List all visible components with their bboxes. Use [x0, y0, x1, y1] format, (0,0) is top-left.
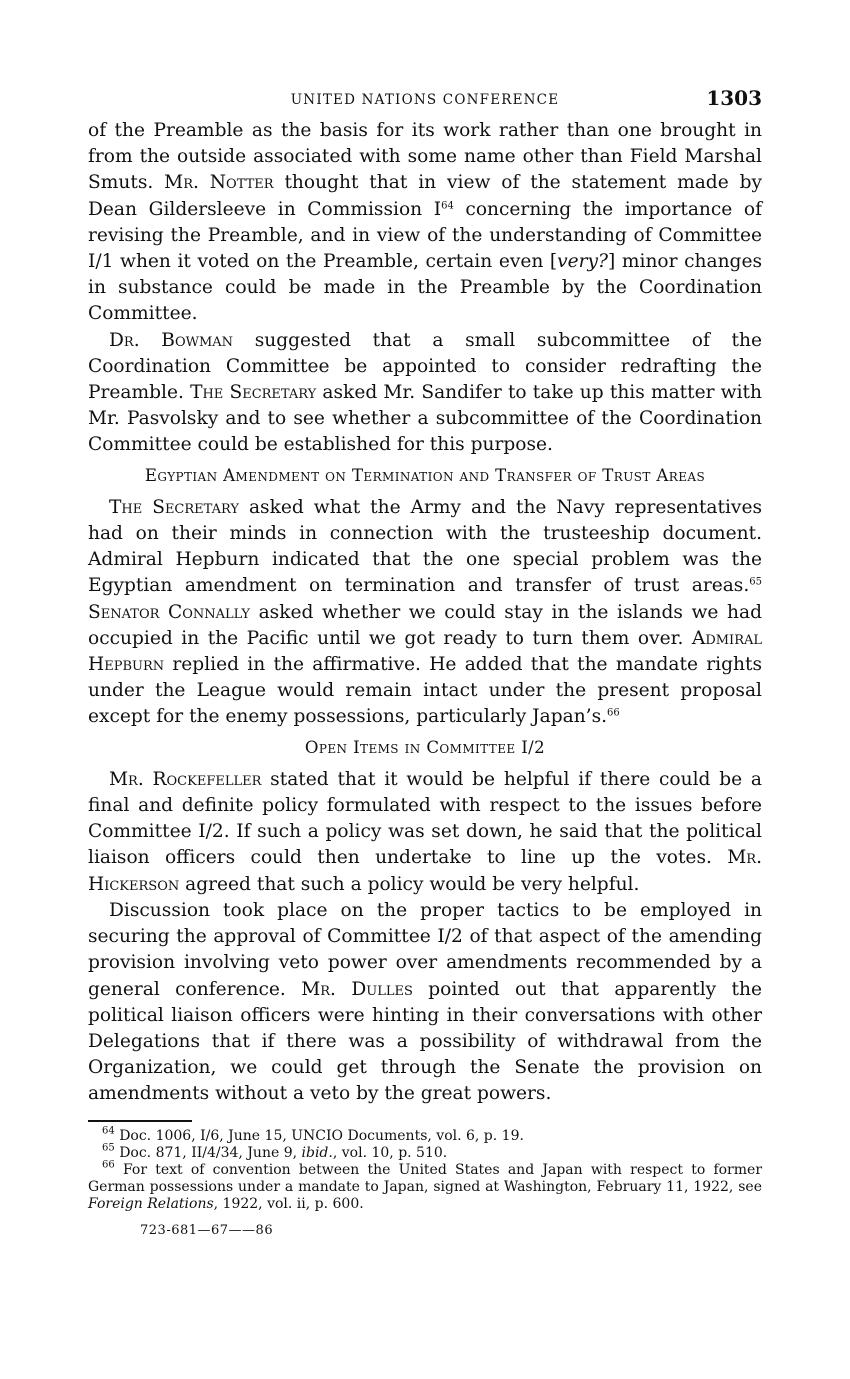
text-run: Discussion took place on the proper tactics to be employed in securing the approval of Committee I/2 of that aspect of the amending provision involving veto power over amendments recommended by a general conference. — [88, 899, 762, 1000]
text-run: concerning the importance of revising the Preamble, and in view of the understanding of Committee I/1 when it voted on the Preamble, certain even [ — [88, 198, 762, 273]
print-code: 723-681—67——86 — [140, 1222, 274, 1238]
text-run: suggested that a small subcommittee of the Coordination Committee be appointed to consider redrafting the Preamble. — [88, 329, 762, 404]
text-run: stated that it would be helpful if there could be a final and definite policy formulated with respect to the issues before Committee I/2. If such a policy was set down, he said that the political liaison officers could then undertake to line up the votes. — [88, 768, 762, 869]
text-run: asked what the Army and the Navy representatives had on their minds in connection with the trusteeship document. Admiral Hepburn indicated that the one special problem was the Egyptian amendment on termination and transfer of trust areas. — [88, 496, 762, 597]
footnote-text: For text of convention between the United States and Japan with respect to former German possessions under a mandate to Japan, signed at Washington, February 11, 1922, see — [88, 1161, 763, 1195]
section-heading-egyptian-amendment: Egyptian Amendment on Termination and Transfer of Trust Areas — [144, 465, 706, 485]
paragraph-preamble-continued — [88, 118, 762, 328]
footnote-italic: Foreign Relations — [88, 1195, 214, 1212]
italic-text: very? — [557, 251, 609, 273]
paragraph-rockefeller — [88, 767, 762, 898]
speaker-rockefeller: Mr. Rockefeller — [109, 768, 262, 790]
footnote-ref-64: 64 — [441, 200, 454, 212]
body-text — [88, 118, 762, 1108]
footnote-italic: ibid. — [301, 1144, 333, 1161]
footnote-text: Doc. 1006, I/6, June 15, UNCIO Documents, vol. 6, p. 19. — [119, 1127, 524, 1144]
footnote-66 — [88, 1159, 763, 1213]
footnote-number: 66 — [102, 1159, 115, 1171]
footnote-divider — [88, 1120, 192, 1122]
footnotes — [88, 1125, 763, 1213]
speaker-secretary: The Secretary — [190, 382, 317, 404]
page-number: 1303 — [706, 86, 762, 110]
running-head — [88, 84, 762, 118]
footnote-ref-66: 66 — [607, 707, 620, 719]
text-run: pointed out that apparently the political liaison officers were hinting in their conversations with other Delegations that if there was a possibility of withdrawal from the Organization, we could get through the Senate the provision on amendments without a veto by the great powers. — [88, 978, 762, 1105]
footnote-text: , vol. 10, p. 510. — [332, 1144, 448, 1161]
paragraph-trusteeship — [88, 495, 762, 731]
footnote-64 — [88, 1125, 762, 1145]
speaker-bowman: Dr. Bowman — [109, 329, 234, 351]
footnote-ref-65: 65 — [749, 576, 762, 588]
speaker-dulles: Mr. Dulles — [301, 978, 413, 1000]
document-page — [88, 84, 762, 1238]
footnote-text: , 1922, vol. ii, p. 600. — [213, 1195, 364, 1212]
section-heading-open-items: Open Items in Committee I/2 — [304, 737, 546, 757]
speaker-connally: Senator Connally — [88, 601, 251, 623]
text-run: replied in the affirmative. He added that the mandate rights under the League would remain intact under the present proposal except for the enemy possessions, particularly Japan’s. — [88, 654, 762, 728]
footnote-number: 64 — [102, 1125, 115, 1137]
paragraph-discussion — [88, 898, 762, 1108]
footnote-number: 65 — [102, 1142, 115, 1154]
paragraph-bowman — [88, 328, 762, 459]
running-title: UNITED NATIONS CONFERENCE — [290, 92, 560, 108]
speaker-secretary: The Secretary — [109, 496, 239, 518]
text-run: ] minor changes in substance could be made in the Preamble by the Coordination Committee. — [88, 251, 763, 325]
text-run: thought that in view of the statement made by Dean Gildersleeve in Commission I — [88, 172, 763, 220]
text-run: of the Preamble as the basis for its work rather than one brought in from the outside associated with some name other than Field Marshal Smuts. — [88, 120, 762, 194]
speaker-notter: Mr. Notter — [164, 172, 274, 194]
text-run: agreed that such a policy would be very helpful. — [179, 873, 640, 895]
speaker-hickerson: Mr. Hickerson — [88, 847, 762, 895]
footnote-text: Doc. 871, II/4/34, June 9, — [119, 1144, 302, 1161]
speaker-hepburn: Admiral Hepburn — [88, 627, 762, 676]
footnote-65 — [88, 1142, 762, 1162]
text-run: asked whether we could stay in the islands we had occupied in the Pacific until we got ready to turn them over. — [88, 601, 762, 649]
text-run: asked Mr. Sandifer to take up this matter with Mr. Pasvolsky and to see whether a subcommittee of the Coordination Committee could be established for this purpose. — [88, 382, 762, 456]
